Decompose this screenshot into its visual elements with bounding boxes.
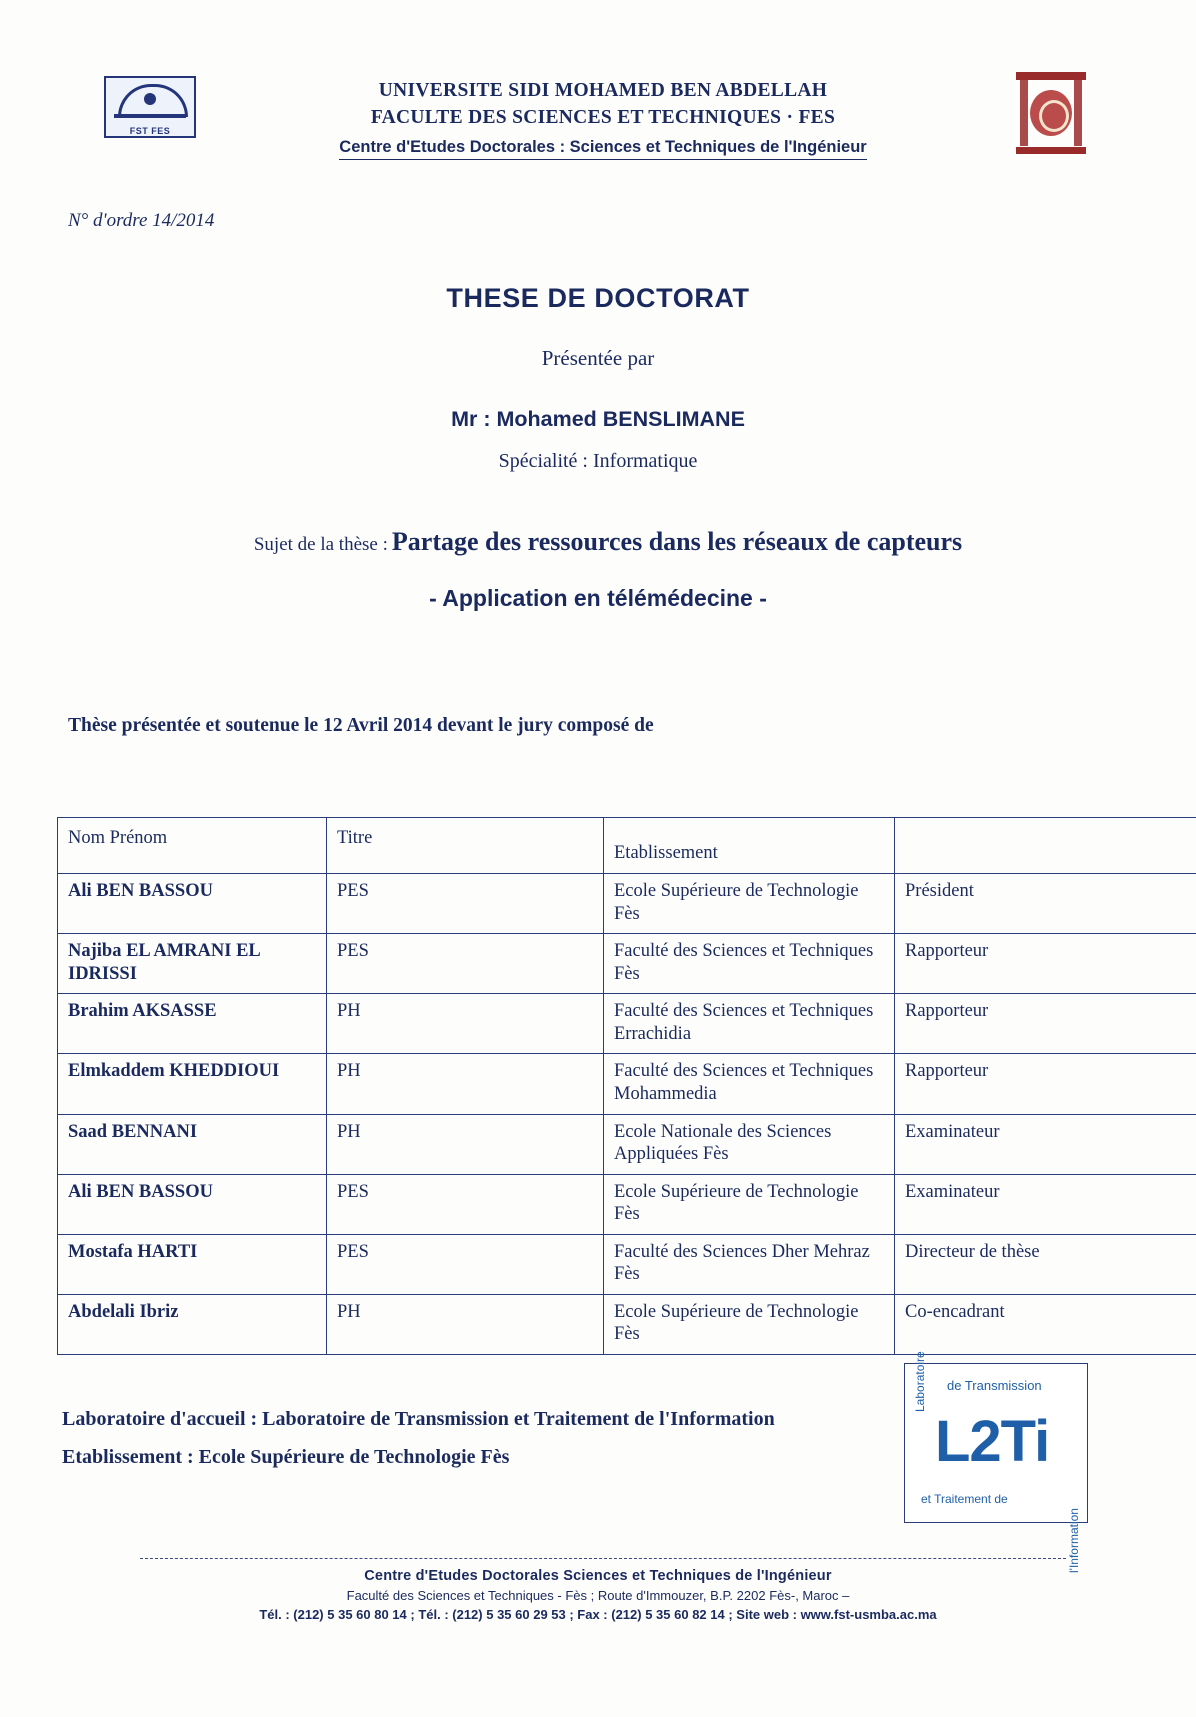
cell-name: Ali BEN BASSOU — [58, 874, 327, 934]
cell-titre: PES — [327, 934, 604, 994]
document-header — [0, 68, 1196, 178]
column-header-etablissement: Etablissement — [604, 818, 895, 874]
table-row — [58, 1294, 1196, 1354]
ministry-seal-icon — [1014, 70, 1088, 156]
table-row — [58, 1054, 1196, 1114]
cell-titre: PH — [327, 994, 604, 1054]
cell-etablissement: Faculté des Sciences et Techniques Mohammedia — [604, 1054, 895, 1114]
cell-name: Najiba EL AMRANI EL IDRISSI — [58, 934, 327, 994]
cell-etablissement: Faculté des Sciences et Techniques Fès — [604, 934, 895, 994]
column-header-role — [895, 818, 1196, 874]
cell-role: Rapporteur — [895, 994, 1196, 1054]
l2ti-left-text: Laboratoire — [913, 1351, 927, 1412]
cell-name: Mostafa HARTI — [58, 1234, 327, 1294]
cell-titre: PH — [327, 1294, 604, 1354]
author-name: Mr : Mohamed BENSLIMANE — [451, 407, 745, 431]
laboratory-info — [62, 1400, 775, 1476]
cell-role: Président — [895, 874, 1196, 934]
order-number: N° d'ordre 14/2014 — [68, 210, 215, 231]
l2ti-logo-icon — [904, 1351, 1088, 1573]
thesis-subject-subtitle: - Application en télémédecine - — [429, 585, 767, 611]
cell-name: Abdelali Ibriz — [58, 1294, 327, 1354]
l2ti-wordmark: L2Ti — [935, 1409, 1050, 1474]
table-row — [58, 1174, 1196, 1234]
cell-role: Co-encadrant — [895, 1294, 1196, 1354]
header-line-1: UNIVERSITE SIDI MOHAMED BEN ABDELLAH — [378, 80, 828, 101]
university-logo-caption: FST FES — [129, 126, 171, 136]
cell-etablissement: Faculté des Sciences Dher Mehraz Fès — [604, 1234, 895, 1294]
header-line-2: FACULTE DES SCIENCES ET TECHNIQUES · FES — [370, 106, 836, 128]
cell-titre: PES — [327, 874, 604, 934]
table-row — [58, 934, 1196, 994]
cell-role: Rapporteur — [895, 934, 1196, 994]
university-logo-icon — [104, 76, 196, 138]
column-header-name: Nom Prénom — [58, 818, 327, 874]
presented-by-label: Présentée par — [541, 346, 655, 370]
table-row — [58, 994, 1196, 1054]
thesis-subject — [110, 527, 1106, 557]
cell-titre: PES — [327, 1174, 604, 1234]
cell-titre: PES — [327, 1234, 604, 1294]
l2ti-top-text: de Transmission — [947, 1378, 1042, 1393]
footer-line-2: Faculté des Sciences et Techniques - Fès ; Route d'Immouzer, B.P. 2202 Fès-, Maroc – — [346, 1588, 850, 1603]
cell-role: Directeur de thèse — [895, 1234, 1196, 1294]
speciality-line: Spécialité : Informatique — [498, 450, 698, 472]
l2ti-right-text: l'Information — [1067, 1508, 1081, 1573]
cell-titre: PH — [327, 1054, 604, 1114]
footer-line-1: Centre d'Etudes Doctorales Sciences et Techniques de l'Ingénieur — [364, 1568, 832, 1584]
cell-name: Brahim AKSASSE — [58, 994, 327, 1054]
footer-divider — [140, 1558, 1066, 1559]
header-line-3: Centre d'Etudes Doctorales : Sciences et Techniques de l'Ingénieur — [339, 138, 866, 160]
cell-etablissement: Ecole Supérieure de Technologie Fès — [604, 1294, 895, 1354]
l2ti-bottom-text: et Traitement de — [921, 1492, 1008, 1506]
thesis-subject-label: Sujet de la thèse : — [253, 534, 388, 555]
cell-role: Examinateur — [895, 1114, 1196, 1174]
page-title: THESE DE DOCTORAT — [446, 283, 750, 313]
document-footer — [0, 1568, 1196, 1622]
cell-titre: PH — [327, 1114, 604, 1174]
header-text-block — [230, 78, 976, 160]
thesis-subject-value: Partage des ressources dans les réseaux de capteurs — [391, 527, 963, 556]
table-row — [58, 874, 1196, 934]
cell-name: Elmkaddem KHEDDIOUI — [58, 1054, 327, 1114]
cell-name: Ali BEN BASSOU — [58, 1174, 327, 1234]
table-row — [58, 1234, 1196, 1294]
cell-name: Saad BENNANI — [58, 1114, 327, 1174]
table-header-row — [58, 818, 1196, 874]
cell-role: Examinateur — [895, 1174, 1196, 1234]
defense-statement: Thèse présentée et soutenue le 12 Avril 2014 devant le jury composé de — [68, 715, 654, 736]
cell-etablissement: Ecole Supérieure de Technologie Fès — [604, 874, 895, 934]
cell-role: Rapporteur — [895, 1054, 1196, 1114]
table-row — [58, 1114, 1196, 1174]
cell-etablissement: Faculté des Sciences et Techniques Errachidia — [604, 994, 895, 1054]
cell-etablissement: Ecole Supérieure de Technologie Fès — [604, 1174, 895, 1234]
establishment-line: Etablissement : Ecole Supérieure de Technologie Fès — [62, 1446, 510, 1468]
footer-line-3: Tél. : (212) 5 35 60 80 14 ; Tél. : (212) 5 35 60 29 53 ; Fax : (212) 5 35 60 82 14 ; Site web : www.fst-usmba.ac.ma — [259, 1607, 937, 1622]
cell-etablissement: Ecole Nationale des Sciences Appliquées Fès — [604, 1114, 895, 1174]
jury-table — [57, 817, 1196, 1355]
laboratory-line: Laboratoire d'accueil : Laboratoire de Transmission et Traitement de l'Information — [62, 1408, 775, 1430]
column-header-titre: Titre — [327, 818, 604, 874]
